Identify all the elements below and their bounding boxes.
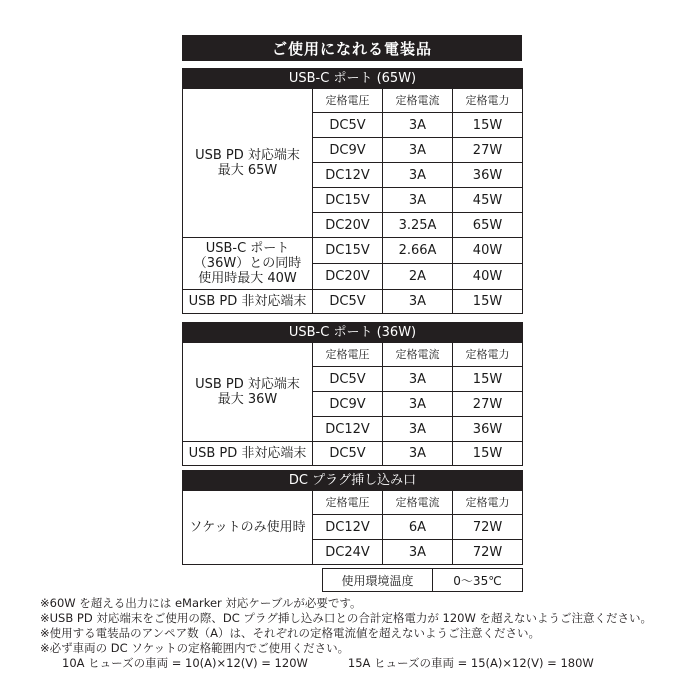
socket-only-label: ソケットのみ使用時 — [183, 491, 313, 565]
note-line: ※必ず車両の DC ソケットの定格範囲内でご使用ください。 — [40, 641, 350, 655]
header-power: 定格電力 — [453, 343, 523, 367]
table-row: USB PD 非対応端末 DC5V 3A 15W — [183, 290, 523, 314]
note-line: ※USB PD 対応端末をご使用の際、DC プラグ挿し込み口との合計定格電力が 120W を超えないようご注意ください。 — [40, 611, 653, 625]
table-row: DC9V 3A 27W — [183, 138, 523, 163]
env-temp-value: 0〜35℃ — [433, 569, 523, 592]
table-row: DC15V 3A 45W — [183, 188, 523, 213]
table-row: DC12V 3A 36W — [183, 417, 523, 442]
usb-pd-label: USB PD 対応端末 最大 36W — [183, 343, 313, 442]
table-row: DC24V 3A 72W — [183, 540, 523, 565]
note-line: ※60W を超える出力には eMarker 対応ケーブルが必要です。 — [40, 596, 362, 610]
table-row: DC20V 3.25A 65W — [183, 213, 523, 238]
simultaneous-use-label: USB-C ポート （36W）との同時 使用時最大 40W — [183, 238, 313, 290]
env-temp-table — [322, 568, 523, 592]
fuse-example-10a: 10A ヒューズの車両 = 10(A)×12(V) = 120W — [62, 656, 308, 670]
usbc-65w-table — [182, 68, 523, 314]
table-row: DC12V 3A 36W — [183, 163, 523, 188]
note-line: ※使用する電装品のアンペア数（A）は、それぞれの定格電流値を超えないようご注意ください。 — [40, 626, 541, 640]
table-row: USB-C ポート （36W）との同時 使用時最大 40W DC15V 2.66A 40W — [183, 238, 523, 264]
page-title: ご使用になれる電装品 — [182, 35, 522, 61]
table-row: DC9V 3A 27W — [183, 392, 523, 417]
table-row: DC5V 3A 15W — [183, 367, 523, 392]
section-header: DC プラグ挿し込み口 — [183, 471, 523, 491]
notes — [40, 596, 690, 671]
section-header: USB-C ポート (65W) — [183, 69, 523, 89]
header-current: 定格電流 — [383, 343, 453, 367]
fuse-examples — [40, 656, 690, 671]
header-voltage: 定格電圧 — [313, 89, 383, 113]
header-current: 定格電流 — [383, 491, 453, 515]
header-voltage: 定格電圧 — [313, 491, 383, 515]
non-pd-label: USB PD 非対応端末 — [183, 290, 313, 314]
usbc-36w-table — [182, 322, 523, 466]
fuse-example-15a: 15A ヒューズの車両 = 15(A)×12(V) = 180W — [347, 656, 594, 670]
header-power: 定格電力 — [453, 491, 523, 515]
usb-pd-label: USB PD 対応端末 最大 65W — [183, 89, 313, 238]
table-row: DC12V 6A 72W — [183, 515, 523, 540]
table-row: DC20V 2A 40W — [183, 264, 523, 290]
header-voltage: 定格電圧 — [313, 343, 383, 367]
header-current: 定格電流 — [383, 89, 453, 113]
section-header: USB-C ポート (36W) — [183, 323, 523, 343]
non-pd-label: USB PD 非対応端末 — [183, 442, 313, 466]
header-power: 定格電力 — [453, 89, 523, 113]
table-row: USB PD 非対応端末 DC5V 3A 15W — [183, 442, 523, 466]
dc-plug-table — [182, 470, 523, 565]
env-temp-label: 使用環境温度 — [323, 569, 433, 592]
table-row: DC5V 3A 15W — [183, 113, 523, 138]
